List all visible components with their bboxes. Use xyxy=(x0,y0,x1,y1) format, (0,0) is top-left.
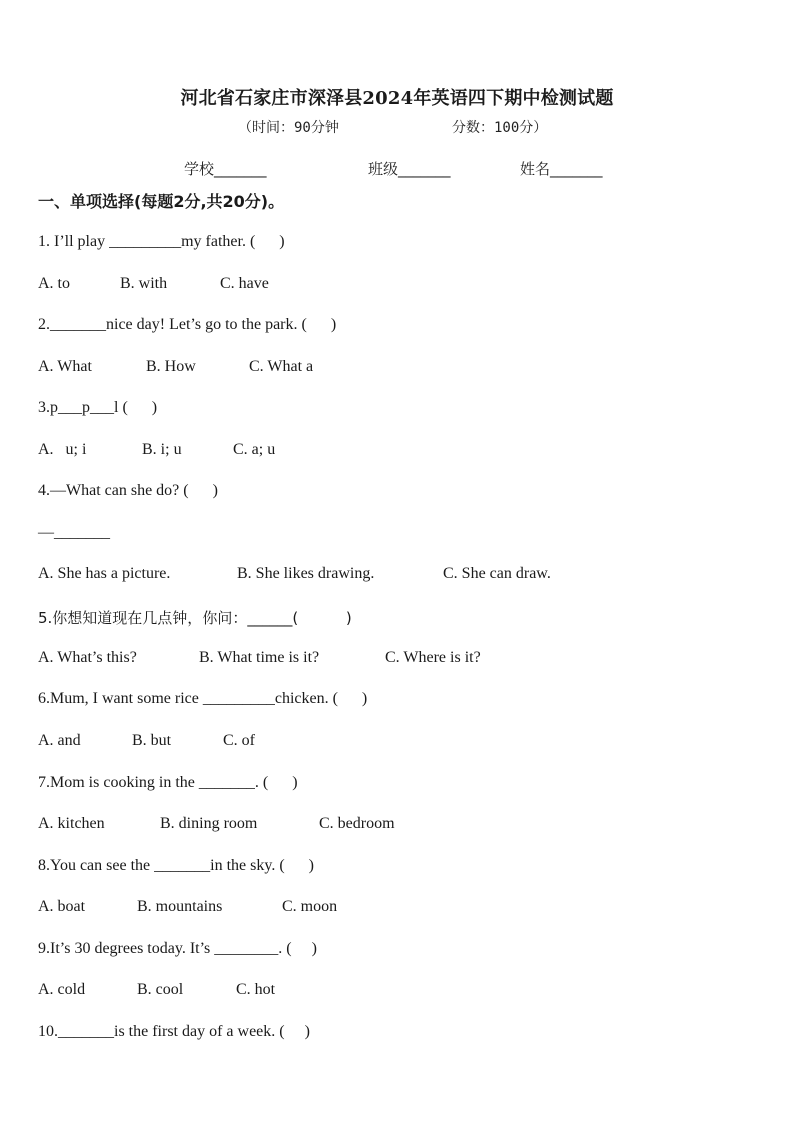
q7-option-a: A. kitchen xyxy=(38,815,105,832)
q4-option-b: B. She likes drawing. xyxy=(237,565,375,582)
question-1: 1. I’ll play _________my father. ( ) xyxy=(38,233,285,250)
question-2: 2._______nice day! Let’s go to the park. ( ) xyxy=(38,316,337,333)
q2-option-a: A. What xyxy=(38,358,92,375)
q3-option-b: B. i; u xyxy=(142,441,182,458)
q5-option-c: C. Where is it? xyxy=(385,649,481,666)
question-6: 6.Mum, I want some rice _________chicken. ( ) xyxy=(38,690,368,707)
q7-option-c: C. bedroom xyxy=(319,815,395,832)
q4-option-a: A. She has a picture. xyxy=(38,565,171,582)
q5-option-a: A. What’s this? xyxy=(38,649,137,666)
q6-option-b: B. but xyxy=(132,732,172,749)
q3-option-c: C. a; u xyxy=(233,441,276,458)
question-4: 4.—What can she do? ( ) xyxy=(38,482,218,499)
q7-option-b: B. dining room xyxy=(160,815,258,832)
q8-option-b: B. mountains xyxy=(137,898,223,915)
q1-option-b: B. with xyxy=(120,275,168,292)
q9-option-b: B. cool xyxy=(137,981,184,998)
question-10: 10._______is the first day of a week. ( ) xyxy=(38,1023,310,1040)
q2-option-c: C. What a xyxy=(249,358,314,375)
exam-time: （时间：90分钟 xyxy=(238,120,339,136)
question-9: 9.It’s 30 degrees today. It’s ________. ( ) xyxy=(38,940,317,957)
q3-option-a: A. u; i xyxy=(38,441,87,458)
q8-option-c: C. moon xyxy=(282,898,338,915)
exam-score: 分数：100分） xyxy=(452,120,548,136)
q4-option-c: C. She can draw. xyxy=(443,565,551,582)
name-field: 姓名_______ xyxy=(520,160,603,178)
q2-option-b: B. How xyxy=(146,358,196,375)
q4-answer-line: —_______ xyxy=(38,524,110,541)
section-title: 一、单项选择(每题2分,共20分)。 xyxy=(38,192,285,211)
q8-option-a: A. boat xyxy=(38,898,86,915)
q9-option-a: A. cold xyxy=(38,981,86,998)
question-7: 7.Mom is cooking in the _______. ( ) xyxy=(38,774,298,791)
class-field: 班级_______ xyxy=(368,160,451,178)
q6-option-a: A. and xyxy=(38,732,81,749)
q5-option-b: B. What time is it? xyxy=(199,649,320,666)
question-8: 8.You can see the _______in the sky. ( ) xyxy=(38,857,314,874)
q6-option-c: C. of xyxy=(223,732,255,749)
q1-option-c: C. have xyxy=(220,275,269,292)
page-title: 河北省石家庄市深泽县2024年英语四下期中检测试题 xyxy=(180,88,614,109)
q1-option-a: A. to xyxy=(38,275,70,292)
question-3: 3.p___p___l ( ) xyxy=(38,399,158,416)
question-5: 5.你想知道现在几点钟，你问：______( ) xyxy=(38,609,352,627)
q9-option-c: C. hot xyxy=(236,981,276,998)
school-field: 学校_______ xyxy=(184,160,267,178)
